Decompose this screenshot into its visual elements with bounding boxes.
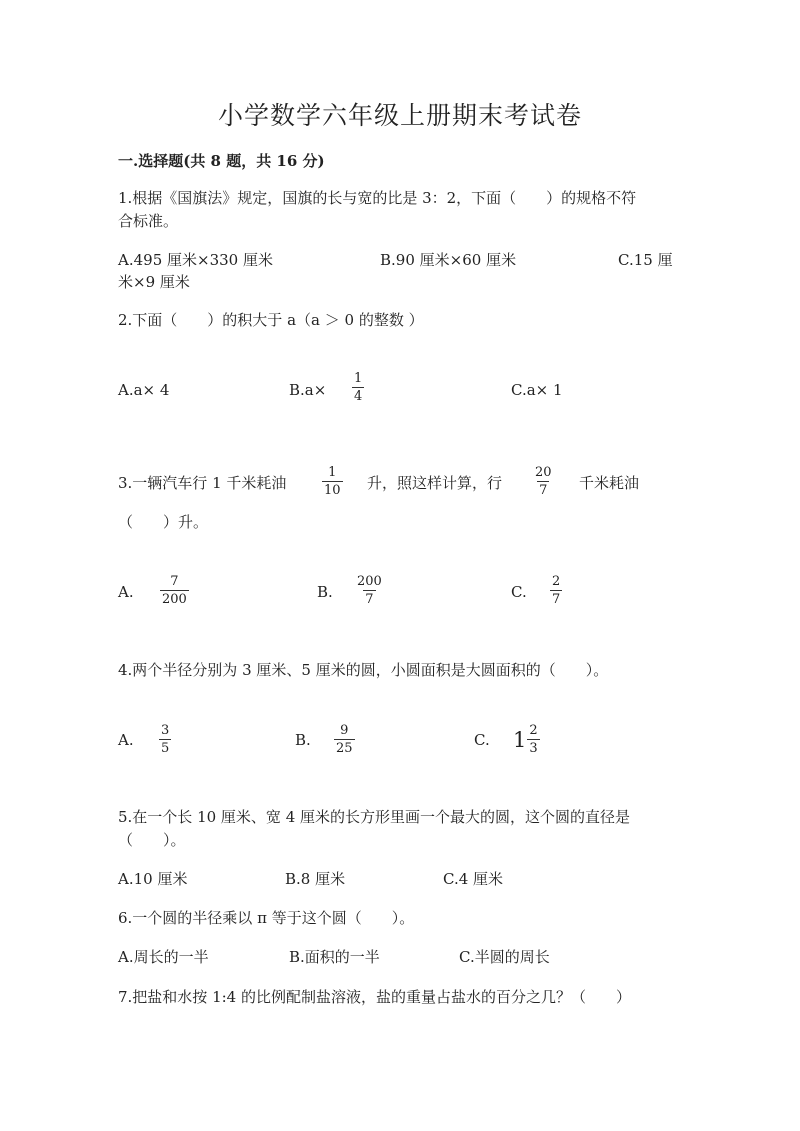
q5-stem-line2: （ ）。: [118, 831, 186, 849]
fraction-denominator: 3: [529, 741, 538, 756]
q3-stem-part2: 升，照这样计算，行: [367, 474, 503, 492]
q2-option-c: C.a× 1: [511, 381, 563, 399]
q3-stem-part1: 3.一辆汽车行 1 千米耗油: [118, 474, 287, 492]
fraction-denominator: 200: [162, 592, 187, 607]
q1-stem-line1: 1.根据《国旗法》规定，国旗的长与宽的比是 3：2，下面（ ）的规格不符: [118, 189, 637, 207]
q4-option-a-label: A.: [118, 731, 134, 749]
q2-stem: 2.下面（ ）的积大于 a（a ＞ 0 的整数 ）: [118, 311, 424, 329]
q3-stem-part3: 千米耗油: [579, 474, 640, 492]
fraction-numerator: 9: [340, 723, 349, 738]
q3-fraction-1: [322, 465, 343, 498]
q3-option-c-fraction: [550, 574, 562, 607]
q1-option-c: C.15 厘: [618, 251, 673, 269]
q3-option-a-label: A.: [118, 583, 134, 601]
q1-option-a: A.495 厘米×330 厘米: [118, 251, 273, 269]
q1-option-c-cont: 米×9 厘米: [118, 273, 190, 291]
q6-option-a: A.周长的一半: [118, 948, 209, 966]
q5-option-c: C.4 厘米: [443, 870, 504, 888]
q6-option-b: B.面积的一半: [289, 948, 380, 966]
q3-option-a-fraction: [160, 574, 189, 607]
q4-option-b-fraction: [334, 723, 355, 756]
mixed-whole: 1: [513, 727, 527, 752]
q3-option-b-fraction: [355, 574, 384, 607]
q3-fraction-2: [533, 465, 554, 498]
q3-stem-line2: （ ）升。: [118, 513, 209, 531]
fraction-numerator: 2: [552, 574, 561, 589]
q5-option-b: B.8 厘米: [285, 870, 346, 888]
fraction-denominator: 7: [539, 483, 548, 498]
q2-option-b-prefix: B.a×: [289, 381, 327, 399]
fraction-denominator: 10: [324, 483, 341, 498]
fraction-denominator: 7: [552, 592, 561, 607]
q4-option-b-label: B.: [295, 731, 311, 749]
q3-option-b-label: B.: [317, 583, 333, 601]
q1-stem-line2: 合标准。: [118, 212, 179, 230]
q1-option-b: B.90 厘米×60 厘米: [380, 251, 517, 269]
q2-option-a: A.a× 4: [118, 381, 170, 399]
q4-option-a-fraction: [159, 723, 171, 756]
q4-stem: 4.两个半径分别为 3 厘米、5 厘米的圆，小圆面积是大圆面积的（ ）。: [118, 661, 609, 679]
fraction-numerator: 1: [354, 371, 363, 386]
fraction-denominator: 25: [336, 741, 353, 756]
fraction-numerator: 200: [357, 574, 382, 589]
fraction-numerator: 1: [328, 465, 337, 480]
q5-option-a: A.10 厘米: [118, 870, 188, 888]
q4-option-c-mixed-number: [513, 723, 540, 756]
q6-option-c: C.半圆的周长: [459, 948, 550, 966]
fraction-denominator: 7: [365, 592, 374, 607]
fraction-numerator: 2: [529, 723, 538, 738]
section-heading: 一.选择题(共 8 题，共 16 分): [118, 152, 325, 170]
q7-stem: 7.把盐和水按 1:4 的比例配制盐溶液，盐的重量占盐水的百分之几？（ ）: [118, 988, 631, 1006]
q2-option-b-fraction: [352, 371, 364, 404]
fraction-denominator: 5: [161, 741, 170, 756]
q3-option-c-label: C.: [511, 583, 527, 601]
page-title: 小学数学六年级上册期末考试卷: [217, 101, 582, 130]
fraction-numerator: 7: [170, 574, 179, 589]
fraction-denominator: 4: [354, 389, 363, 404]
q6-stem: 6.一个圆的半径乘以 π 等于这个圆（ ）。: [118, 909, 415, 927]
fraction-numerator: 20: [535, 465, 552, 480]
q5-stem-line1: 5.在一个长 10 厘米、宽 4 厘米的长方形里画一个最大的圆，这个圆的直径是: [118, 808, 631, 826]
fraction-numerator: 3: [161, 723, 170, 738]
q4-option-c-label: C.: [474, 731, 490, 749]
